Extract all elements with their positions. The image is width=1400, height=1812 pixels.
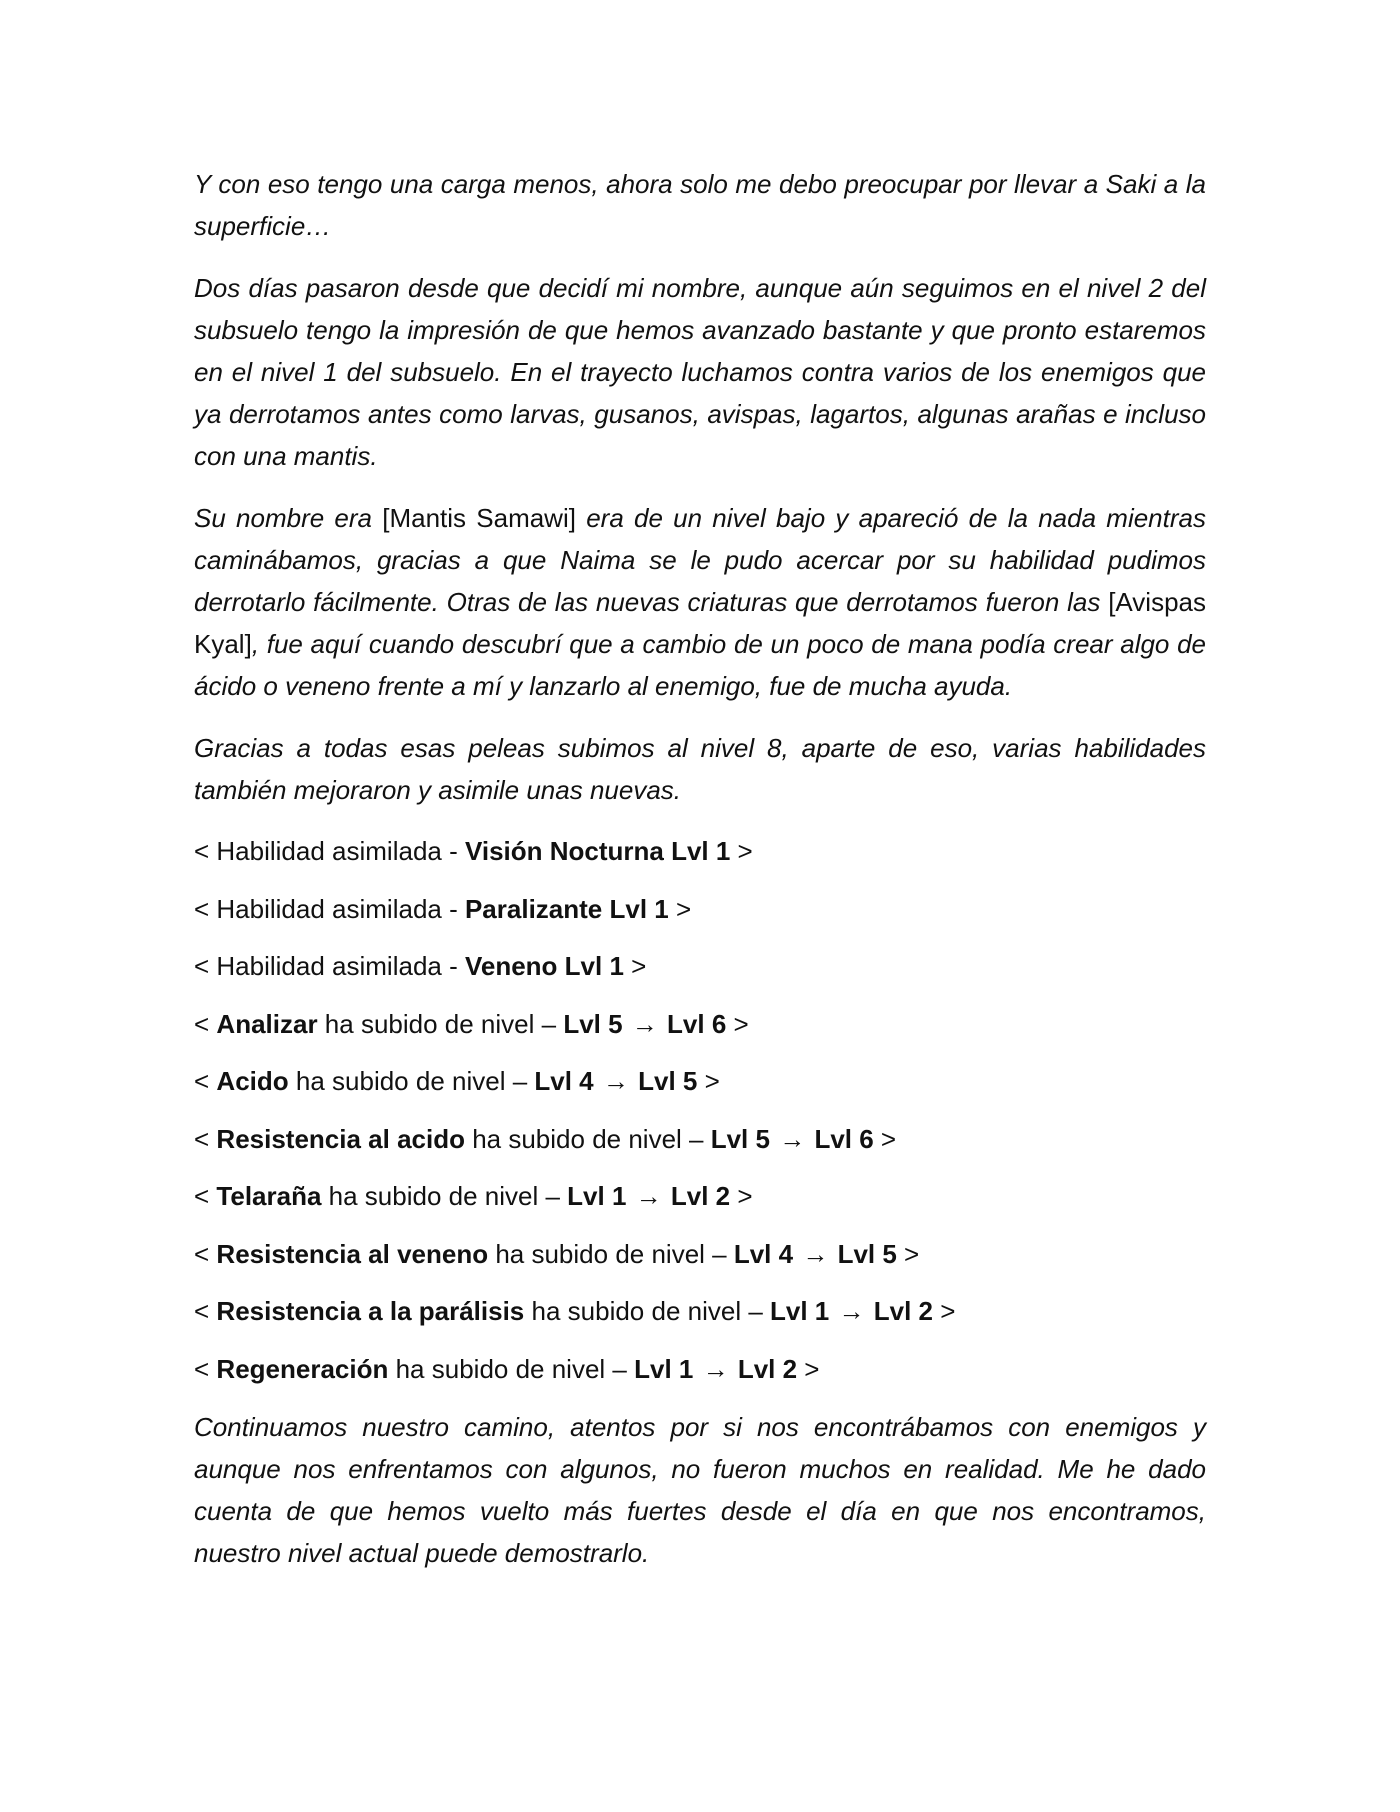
creature-name-avispas: [Avispas Kyal] [194,587,1206,659]
notice-close: > [726,1008,749,1039]
level-from: Lvl 1 [634,1353,694,1384]
skill-name: Regeneración [216,1353,389,1384]
level-to: Lvl 5 [638,1066,698,1096]
arrow-right-icon: → [602,1066,629,1096]
level-from: Lvl 5 [710,1123,770,1154]
notice-close: > [697,1066,720,1096]
level-to: Lvl 6 [667,1008,727,1039]
notice-text: ha subido de nivel – [288,1066,535,1096]
paragraph-1: Y con eso tengo una carga menos, ahora solo me debo preocupar por llevar a Saki a la superficie… [194,169,1206,241]
notice-text: ha subido de nivel – [464,1123,711,1154]
creature-name-mantis: [Mantis Samawi] [382,503,576,533]
level-to: Lvl 2 [670,1181,731,1211]
arrow-right-icon: → [802,1238,829,1269]
notice-open: < [194,1008,217,1039]
paragraph-3-text-a: Su nombre era [194,503,372,533]
level-up-notice [194,1061,1206,1101]
notice-close: > [730,1181,753,1211]
paragraph-3 [194,497,1206,707]
level-up-notice [194,1234,1206,1274]
notice-open: < [194,1066,217,1096]
level-from: Lvl 4 [534,1066,594,1096]
level-from: Lvl 1 [567,1181,627,1211]
notice-text: ha subido de nivel – [388,1353,635,1384]
notice-close: > [896,1238,920,1269]
skill-name: Resistencia al acido [216,1123,465,1154]
paragraph-4: Gracias a todas esas peleas subimos al nivel 8, aparte de eso, varias habilidades también mejoraron y asimile unas nuevas. [194,733,1206,805]
skill-name: Telaraña [216,1181,322,1211]
arrow-right-icon: → [702,1353,729,1384]
notice-prefix: < Habilidad asimilada - [194,836,465,866]
skill-assimilated-notice [194,946,1206,986]
paragraph-3-text-b: era de un nivel bajo y apareció de la nada mientras caminábamos, gracias a que Naima se le pudo acercar por su habilidad pudimos derrotarlo fácilmente. Otras de las nuevas criaturas que derrotamos fueron las [194,503,1206,617]
skill-name: Resistencia al veneno [216,1238,489,1269]
paragraph-5: Continuamos nuestro camino, atentos por si nos encontrábamos con enemigos y aunque nos enfrentamos con algunos, no fueron muchos en realidad. Me he dado cuenta de que hemos vuelto más fuertes desde el día en que nos encontramos, nuestro nivel actual puede demostrarlo. [194,1412,1206,1568]
skill-name: Veneno Lvl 1 [464,951,624,981]
skill-name: Visión Nocturna Lvl 1 [464,836,731,866]
arrow-right-icon: → [779,1123,806,1154]
arrow-right-icon: → [631,1008,658,1039]
notice-text: ha subido de nivel – [321,1181,568,1211]
notice-open: < [194,1238,217,1269]
paragraph-3-text-c: , fue aquí cuando descubrí que a cambio de un poco de mana podía crear algo de ácido o veneno frente a mí y lanzarlo al enemigo, fue de mucha ayuda. [194,629,1206,701]
notice-text: ha subido de nivel – [488,1238,734,1269]
skill-assimilated-notice [194,831,1206,871]
notice-suffix: > [668,893,692,924]
notice-text: ha subido de nivel – [524,1296,771,1326]
notice-open: < [194,1296,217,1326]
arrow-right-icon: → [838,1296,865,1326]
notice-text: ha subido de nivel – [317,1008,564,1039]
notice-open: < [194,1123,217,1154]
level-to: Lvl 2 [737,1353,798,1384]
skill-name: Acido [216,1066,289,1096]
level-from: Lvl 4 [733,1238,794,1269]
level-up-notice [194,1004,1206,1044]
skill-assimilated-notice [194,889,1206,929]
level-up-notice [194,1291,1206,1331]
notice-close: > [932,1296,956,1326]
skill-name: Paralizante Lvl 1 [464,893,669,924]
document-page [194,163,1206,1594]
notice-close: > [873,1123,897,1154]
notice-suffix: > [623,951,647,981]
level-to: Lvl 2 [873,1296,933,1326]
notice-suffix: > [730,836,753,866]
level-up-notice [194,1349,1206,1389]
level-to: Lvl 6 [814,1123,874,1154]
arrow-right-icon: → [635,1181,662,1211]
level-up-notice [194,1119,1206,1159]
notice-prefix: < Habilidad asimilada - [194,893,465,924]
level-up-notice [194,1176,1206,1216]
level-to: Lvl 5 [837,1238,897,1269]
skill-name: Resistencia a la parálisis [216,1296,525,1326]
notice-close: > [797,1353,820,1384]
paragraph-2: Dos días pasaron desde que decidí mi nombre, aunque aún seguimos en el nivel 2 del subsuelo tengo la impresión de que hemos avanzado bastante y que pronto estaremos en el nivel 1 del subsuelo. En el trayecto luchamos contra varios de los enemigos que ya derrotamos antes como larvas, gusanos, avispas, lagartos, algunas arañas e incluso con una mantis. [194,273,1206,471]
level-from: Lvl 5 [563,1008,623,1039]
notice-open: < [194,1353,217,1384]
notice-open: < [194,1181,217,1211]
level-from: Lvl 1 [770,1296,830,1326]
notice-prefix: < Habilidad asimilada - [194,951,465,981]
skill-name: Analizar [216,1008,318,1039]
